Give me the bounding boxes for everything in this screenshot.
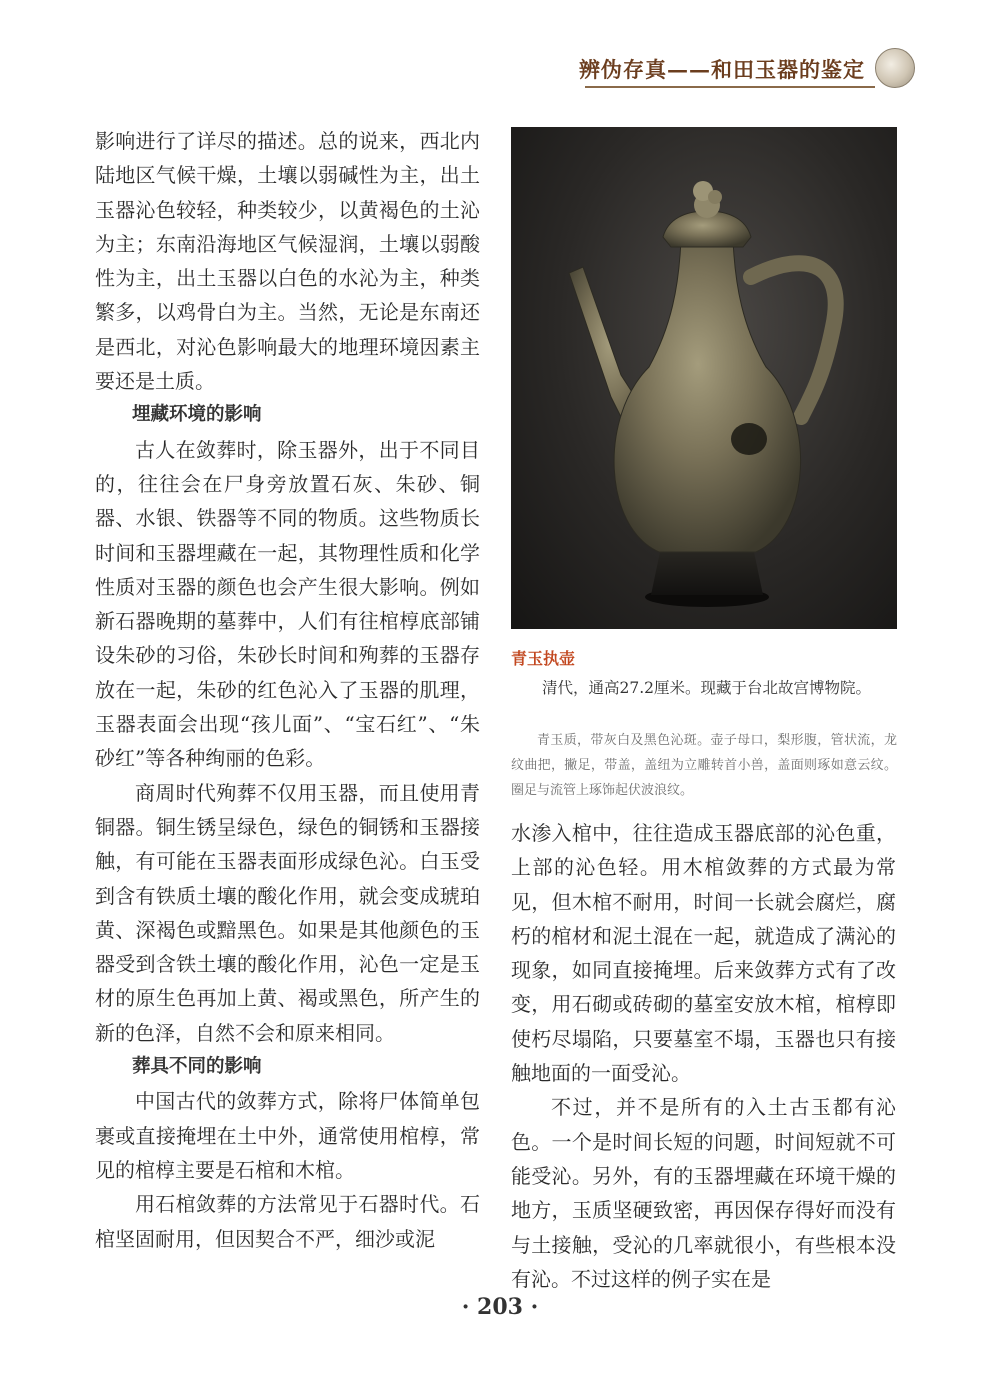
figure-caption-line: 清代，通高27.2厘米。现藏于台北故宫博物院。 — [542, 679, 872, 697]
page-number: · 203 · — [461, 1294, 539, 1320]
paragraph: 用石棺敛葬的方法常见于石器时代。石棺坚固耐用，但因契合不严，细沙或泥 — [95, 1192, 480, 1251]
section-heading: 葬具不同的影响 — [132, 1056, 262, 1078]
right-text-column — [511, 816, 896, 1296]
left-text-column — [95, 124, 480, 1256]
paragraph: 不过，并不是所有的入土古玉都有沁色。一个是时间长短的问题，时间短就不可能受沁。另外，有的玉器埋藏在环境干燥的地方，玉质坚硬致密，再因保存得好而没有与土接触，受沁的几率就很小，有些根本没有沁。不过这样的例子实在是 — [511, 1095, 896, 1291]
figure-caption-description: 青玉质，带灰白及黑色沁斑。壶子母口，梨形腹，管状流，龙纹曲把，撇足，带盖，盖纽为立雕转首小兽，盖面则琢如意云纹。圈足与流管上琢饰起伏波浪纹。 — [511, 733, 897, 798]
paragraph: 古人在敛葬时，除玉器外，出于不同目的，往往会在尸身旁放置石灰、朱砂、铜器、水银、铁器等不同的物质。这些物质长时间和玉器埋藏在一起，其物理性质和化学性质对玉器的颜色也会产生很大影响。例如新石器晚期的墓葬中，人们有往棺椁底部铺设朱砂的习俗，朱砂长时间和殉葬的玉器存放在一起，朱砂的红色沁入了玉器的肌理，玉器表面会出现“孩儿面”、“宝石红”、“朱砂红”等各种绚丽的色彩。 — [95, 437, 480, 771]
figure-caption-title: 青玉执壶 — [511, 649, 576, 668]
paragraph: 水渗入棺中，往往造成玉器底部的沁色重，上部的沁色轻。用木棺敛葬的方式最为常见，但木棺不耐用，时间一长就会腐烂，腐朽的棺材和泥土混在一起，就造成了满沁的现象，如同直接掩埋。后来敛葬方式有了改变，用石砌或砖砌的墓室安放木棺，棺椁即使朽尽塌陷，只要墓室不塌，玉器也只有接触地面的一面受沁。 — [511, 821, 896, 1086]
running-header — [579, 52, 885, 84]
paragraph: 影响进行了详尽的描述。总的说来，西北内陆地区气候干燥，土壤以弱碱性为主，出土玉器沁色较轻，种类较少，以黄褐色的土沁为主；东南沿海地区气候湿润，土壤以弱酸性为主，出土玉器以白色的水沁为主，种类繁多，以鸡骨白为主。当然，无论是东南还是西北，对沁色影响最大的地理环境因素主要还是土质。 — [95, 129, 480, 394]
jade-disc-ornament-icon — [875, 48, 915, 88]
jade-ewer-photo — [511, 127, 897, 629]
paragraph: 中国古代的敛葬方式，除将尸体简单包裹或直接掩埋在土中外，通常使用棺椁，常见的棺椁主要是石棺和木棺。 — [95, 1089, 480, 1182]
paragraph: 商周时代殉葬不仅用玉器，而且使用青铜器。铜生锈呈绿色，绿色的铜锈和玉器接触，有可能在玉器表面形成绿色沁。白玉受到含有铁质土壤的酸化作用，就会变成琥珀黄、深褐色或黯黑色。如果是其他颜色的玉器受到含铁土壤的酸化作用，沁色一定是玉材的原生色再加上黄、褐或黑色，所产生的新的色泽，自然不会和原来相同。 — [95, 780, 480, 1045]
section-heading: 埋藏环境的影响 — [132, 404, 262, 426]
header-rule — [585, 86, 875, 88]
running-header-title: 辨伪存真——和田玉器的鉴定 — [579, 57, 865, 82]
